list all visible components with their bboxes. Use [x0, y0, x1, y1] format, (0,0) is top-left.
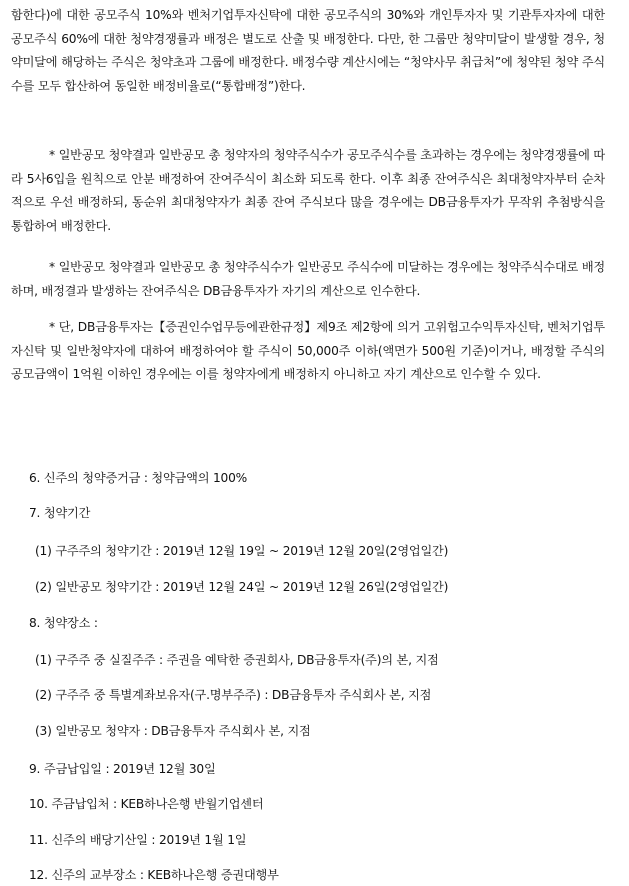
list-item-payment-date: 9. 주금납입일 : 2019년 12월 30일 [29, 762, 216, 776]
paragraph-oversubscription: * 일반공모 청약결과 일반공모 총 청약자의 청약주식수가 공모주식수를 초과하는 경우에는 청약경쟁률에 따라 5사6입을 원칙으로 안분 배정하여 잔여주식이 최소화 되도록 한다. 이후 최종 잔여주식은 최대청약자부터 순차적으로 우선 배정하되, 동순위 최대청약자가 최종 잔여 주식보다 많을 경우에는 DB금융투자가 무작위 추첨방식을 통합하여 배정한다. [11, 148, 605, 233]
list-item-place-special-account: (2) 구주주 중 특별계좌보유자(구.명부주주) : DB금융투자 주식회사 본, 지점 [35, 688, 432, 702]
list-item-place-public: (3) 일반공모 청약자 : DB금융투자 주식회사 본, 지점 [35, 724, 311, 738]
list-item-subscription-period: 7. 청약기간 [29, 506, 91, 520]
list-item-public-period: (2) 일반공모 청약기간 : 2019년 12월 24일 ~ 2019년 12월 26일(2영업일간) [35, 580, 449, 594]
paragraph-allocation-groups: 함한다)에 대한 공모주식 10%와 벤처기업투자신탁에 대한 공모주식의 30%와 개인투자자 및 기관투자자에 대한 공모주식 60%에 대한 청약경쟁률과 배정은 별도로 산출 및 배정한다. 다만, 한 그룹만 청약미달이 발생할 경우, 청약미달에 해당하는 주식은 청약초과 그룹에 배정한다. 배정수량 계산시에는 “청약사무 취급처”에 청약된 청약 주식수를 모두 합산하여 동일한 배정비율로(“통합배정”)한다. [11, 8, 605, 93]
list-item-place-actual-shareholders: (1) 구주주 중 실질주주 : 주권을 예탁한 증권회사, DB금융투자(주)의 본, 지점 [35, 653, 439, 667]
list-item-shareholder-period: (1) 구주주의 청약기간 : 2019년 12월 19일 ~ 2019년 12월 20일(2영업일간) [35, 544, 449, 558]
paragraph-undersubscription: * 일반공모 청약결과 일반공모 총 청약주식수가 일반공모 주식수에 미달하는 경우에는 청약주식수대로 배정하며, 배정결과 발생하는 잔여주식은 DB금융투자가 자기의 계산으로 인수한다. [11, 260, 605, 298]
list-item-subscription-place: 8. 청약장소 : [29, 616, 98, 630]
paragraph-underwriter-exception: * 단, DB금융투자는【증권인수업무등에관한규정】제9조 제2항에 의거 고위험고수익투자신탁, 벤처기업투자신탁 및 일반청약자에 대하여 배정하여야 할 주식이 50,000주 이하(액면가 500원 기준)이거나, 배정할 주식의 공모금액이 1억원 이하인 경우에는 이를 청약자에게 배정하지 아니하고 자기 계산으로 인수할 수 있다. [11, 320, 605, 381]
list-item-delivery-place: 12. 신주의 교부장소 : KEB하나은행 증권대행부 [29, 868, 279, 882]
list-item-subscription-deposit: 6. 신주의 청약증거금 : 청약금액의 100% [29, 471, 247, 485]
list-item-dividend-date: 11. 신주의 배당기산일 : 2019년 1월 1일 [29, 833, 247, 847]
list-item-payment-place: 10. 주금납입처 : KEB하나은행 반월기업센터 [29, 797, 264, 811]
